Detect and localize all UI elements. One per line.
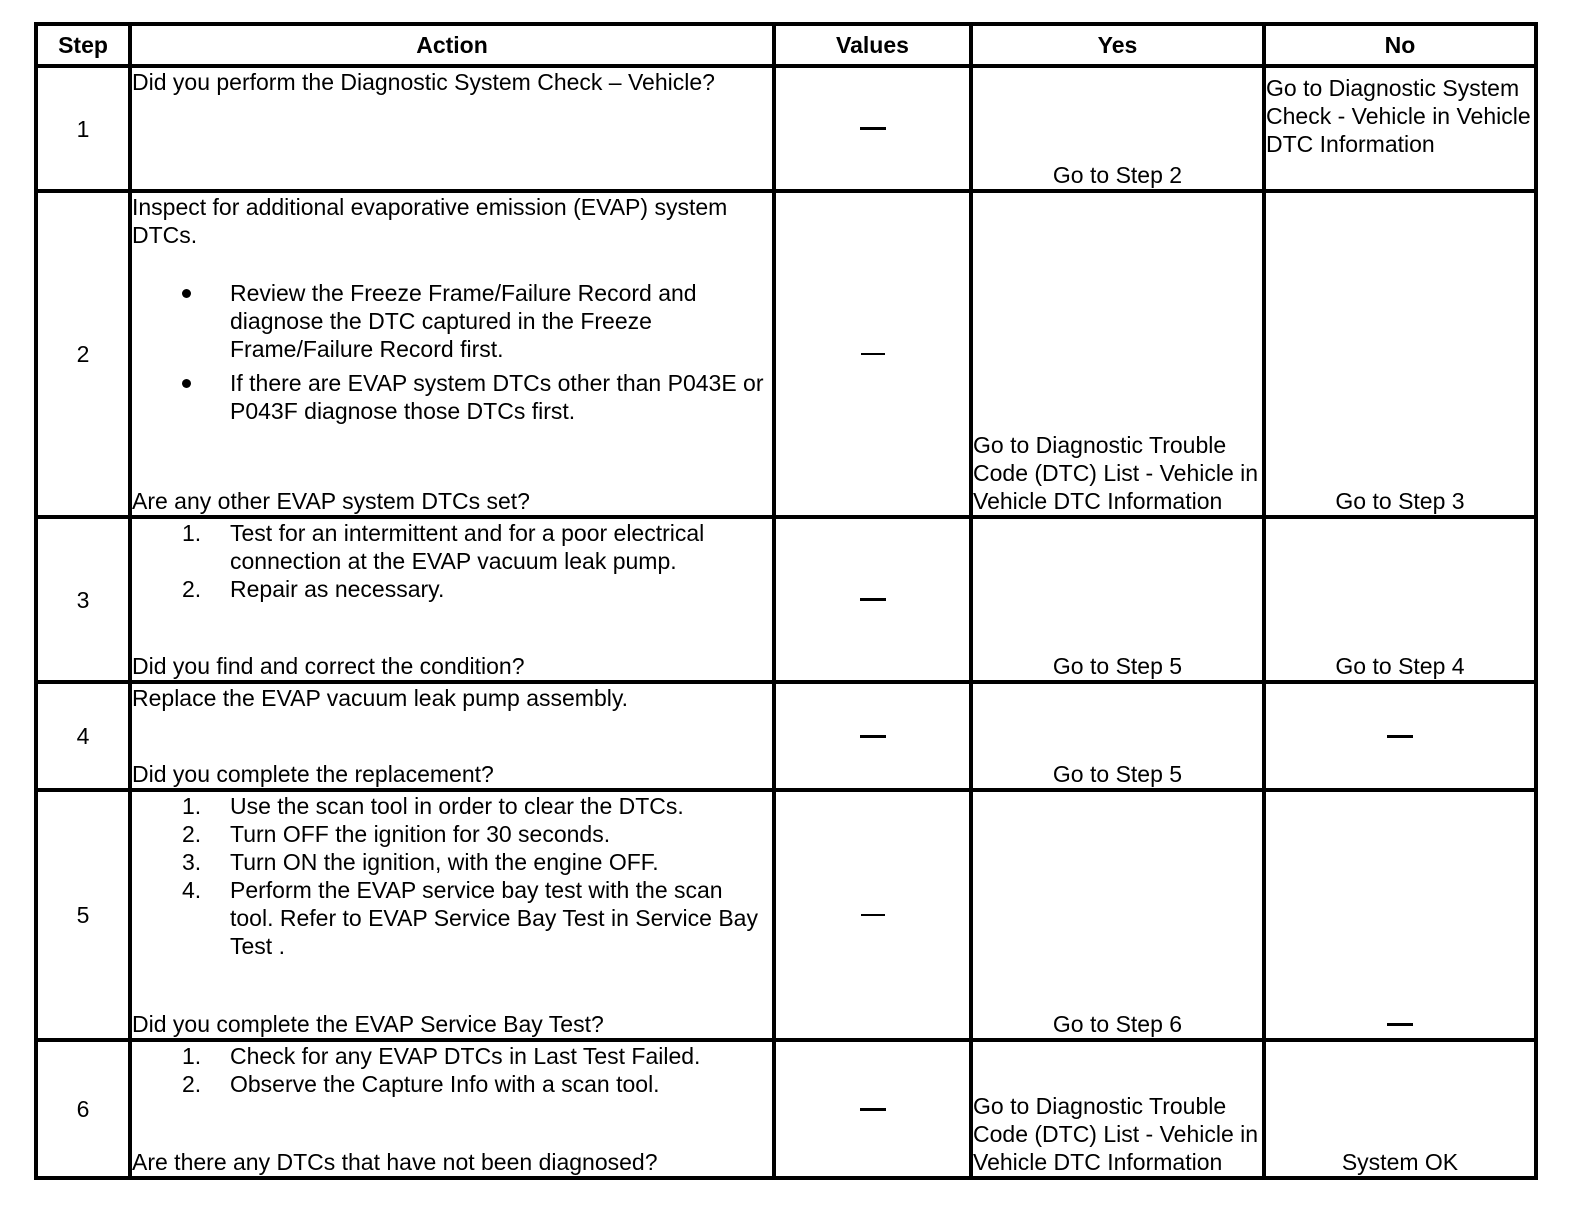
action-cell [130, 517, 774, 682]
dash-mark [861, 353, 885, 355]
list-item: 2. Observe the Capture Info with a scan tool. [182, 1071, 660, 1097]
yes-cell: Go to Step 5 [971, 682, 1264, 790]
header-step: Step [36, 24, 130, 66]
bullet-list [132, 279, 772, 425]
numbered-list [132, 1042, 772, 1098]
step-number: 4 [36, 682, 130, 790]
yes-cell: Go to Step 5 [971, 517, 1264, 682]
dash-mark [860, 127, 886, 130]
action-cell [130, 191, 774, 517]
diagnostic-table [34, 22, 1538, 1180]
values-cell [774, 682, 971, 790]
header-action: Action [130, 24, 774, 66]
list-item: 2. Repair as necessary. [182, 576, 445, 602]
action-intro: Inspect for additional evaporative emission (EVAP) system DTCs. [132, 194, 728, 248]
bullet-icon [182, 289, 191, 298]
bullet-icon [182, 379, 191, 388]
list-item: Review the Freeze Frame/Failure Record and diagnose the DTC captured in the Freeze Frame/Failure Record first. [132, 279, 772, 363]
yes-cell: Go to Step 6 [971, 790, 1264, 1040]
step-number: 3 [36, 517, 130, 682]
no-cell [1264, 682, 1536, 790]
action-intro: Replace the EVAP vacuum leak pump assembly. [132, 685, 629, 711]
numbered-list [132, 792, 772, 960]
action-cell [130, 790, 774, 1040]
header-values: Values [774, 24, 971, 66]
step-number: 1 [36, 66, 130, 191]
list-item: 1. Test for an intermittent and for a poor electrical connection at the EVAP vacuum leak pump. [182, 520, 705, 574]
action-intro: Did you perform the Diagnostic System Check – Vehicle? [132, 69, 715, 95]
header-yes: Yes [971, 24, 1264, 66]
table-row [36, 682, 1536, 790]
table-row [36, 1040, 1536, 1178]
action-question: Did you complete the replacement? [132, 761, 494, 787]
dash-mark [860, 598, 886, 601]
list-item: 4. Perform the EVAP service bay test with the scan tool. Refer to EVAP Service Bay Test in Service Bay Test . [182, 877, 758, 959]
no-cell: Go to Step 3 [1264, 191, 1536, 517]
dash-mark [1387, 1023, 1413, 1026]
values-cell [774, 790, 971, 1040]
table-row [36, 790, 1536, 1040]
table-row [36, 191, 1536, 517]
no-cell: System OK [1264, 1040, 1536, 1178]
dash-mark [861, 914, 885, 916]
header-row [36, 24, 1536, 66]
dash-mark [860, 1108, 886, 1111]
action-question: Are any other EVAP system DTCs set? [132, 488, 530, 514]
values-cell [774, 1040, 971, 1178]
action-question: Did you find and correct the condition? [132, 653, 525, 679]
step-number: 5 [36, 790, 130, 1040]
step-number: 6 [36, 1040, 130, 1178]
list-item: 3. Turn ON the ignition, with the engine OFF. [182, 849, 659, 875]
yes-cell: Go to Step 2 [971, 66, 1264, 191]
action-cell [130, 1040, 774, 1178]
action-question: Did you complete the EVAP Service Bay Test? [132, 1011, 604, 1037]
action-cell [130, 66, 774, 191]
values-cell [774, 191, 971, 517]
numbered-list [132, 519, 772, 603]
list-item: 1. Use the scan tool in order to clear the DTCs. [182, 793, 684, 819]
no-cell [1264, 790, 1536, 1040]
values-cell [774, 66, 971, 191]
list-item: If there are EVAP system DTCs other than P043E or P043F diagnose those DTCs first. [132, 369, 772, 425]
table-row [36, 517, 1536, 682]
action-question: Are there any DTCs that have not been diagnosed? [132, 1149, 658, 1175]
list-item: 2. Turn OFF the ignition for 30 seconds. [182, 821, 611, 847]
list-item: 1. Check for any EVAP DTCs in Last Test Failed. [182, 1043, 701, 1069]
yes-cell: Go to Diagnostic Trouble Code (DTC) List - Vehicle in Vehicle DTC Information [971, 191, 1264, 517]
values-cell [774, 517, 971, 682]
table-row [36, 66, 1536, 191]
yes-cell: Go to Diagnostic Trouble Code (DTC) List - Vehicle in Vehicle DTC Information [971, 1040, 1264, 1178]
action-cell [130, 682, 774, 790]
no-cell: Go to Step 4 [1264, 517, 1536, 682]
dash-mark [860, 735, 886, 738]
header-no: No [1264, 24, 1536, 66]
no-cell: Go to Diagnostic System Check - Vehicle in Vehicle DTC Information [1264, 66, 1536, 191]
dash-mark [1387, 735, 1413, 738]
step-number: 2 [36, 191, 130, 517]
